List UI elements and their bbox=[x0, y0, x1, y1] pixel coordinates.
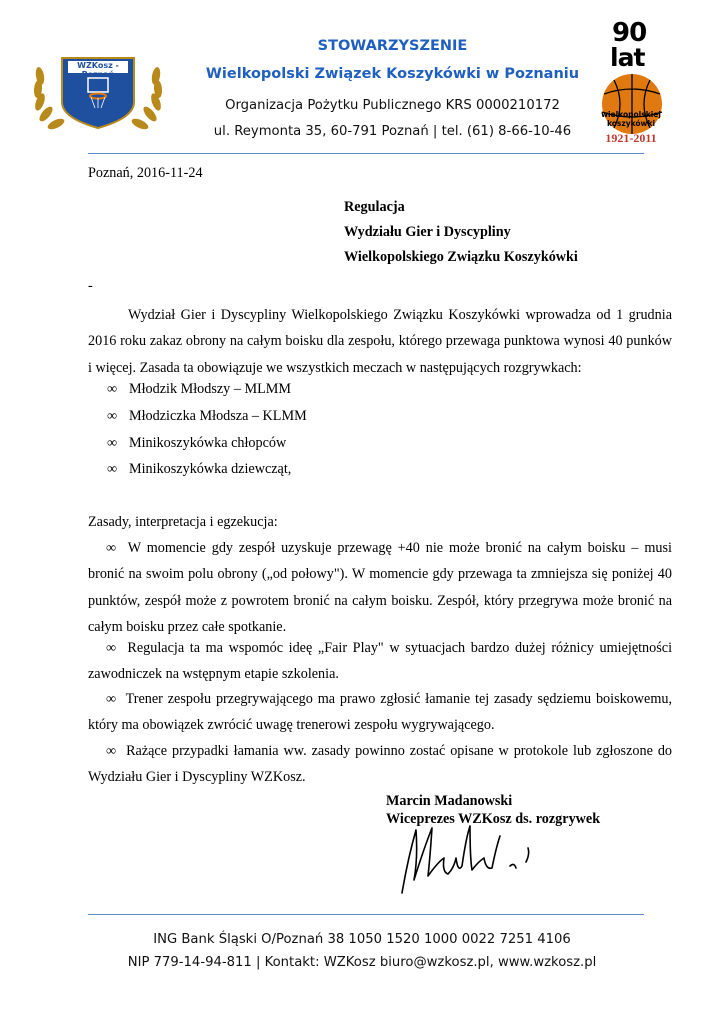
logo-wzkosz-label: WZKosz - Poznań bbox=[77, 61, 119, 79]
infinity-bullet-icon: ∞ bbox=[106, 743, 117, 759]
rule-paragraph bbox=[88, 635, 672, 688]
handwritten-signature bbox=[392, 818, 562, 898]
rules-heading: Zasady, interpretacja i egzekucja: bbox=[88, 514, 278, 530]
infinity-bullet-icon: ∞ bbox=[107, 435, 118, 451]
logo-90-years: 1921-2011 bbox=[605, 131, 657, 145]
competition-item bbox=[107, 381, 291, 398]
logo-90-word: lat bbox=[610, 43, 645, 72]
footer-contact: NIP 779-14-94-811 | Kontakt: WZKosz biuro@wzkosz.pl, www.wzkosz.pl bbox=[127, 955, 597, 970]
competition-label: Minikoszykówka dziewcząt, bbox=[129, 461, 292, 477]
infinity-bullet-icon: ∞ bbox=[107, 381, 118, 397]
rule-text: W momencie gdy zespół uzyskuje przewagę +40 nie może bronić na całym boisku – musi bronić na swoim polu obrony („od połowy"). W momencie gdy przewaga ta zmniejsza się poniżej 40 punktów, zespół może z powrotem bronić na całym boisku. Zespół, który przegrywa może bronić na całym boisku przez całe spotkanie. bbox=[88, 540, 672, 636]
logo-90-caption2: koszykówki bbox=[606, 119, 656, 128]
title-line-3: Wielkopolskiego Związku Koszykówki bbox=[344, 249, 578, 265]
rule-text: Regulacja ta ma wspomóc ideę „Fair Play" w sytuacjach bardzo dużej różnicy umiejętności zawodniczek na wstępnym etapie szkolenia. bbox=[88, 640, 673, 683]
place-date: Poznań, 2016-11-24 bbox=[88, 165, 203, 181]
header-divider bbox=[88, 153, 644, 154]
infinity-bullet-icon: ∞ bbox=[106, 640, 117, 656]
logo-90-number: 90 bbox=[612, 18, 647, 48]
title-line-2: Wydziału Gier i Dyscypliny bbox=[344, 224, 511, 240]
footer-divider bbox=[88, 914, 644, 915]
logo-90-caption1: wielkopolskiej bbox=[601, 110, 661, 119]
competition-item bbox=[107, 435, 286, 452]
header-name: Wielkopolski Związek Koszykówki w Poznaniu bbox=[205, 66, 580, 82]
infinity-bullet-icon: ∞ bbox=[106, 691, 117, 707]
rule-paragraph bbox=[88, 738, 672, 791]
competition-label: Młodziczka Młodsza – KLMM bbox=[129, 408, 307, 424]
competition-label: Młodzik Młodszy – MLMM bbox=[129, 381, 291, 397]
rule-paragraph bbox=[88, 535, 672, 641]
signatory-name: Marcin Madanowski bbox=[386, 793, 513, 809]
competition-label: Minikoszykówka chłopców bbox=[129, 435, 287, 451]
infinity-bullet-icon: ∞ bbox=[106, 540, 117, 556]
rule-paragraph bbox=[88, 686, 672, 739]
title-line-1: Regulacja bbox=[344, 199, 405, 215]
dash: - bbox=[88, 278, 93, 294]
infinity-bullet-icon: ∞ bbox=[107, 461, 118, 477]
header-address: ul. Reymonta 35, 60-791 Poznań | tel. (61) 8-66-10-46 bbox=[213, 124, 572, 139]
competition-item bbox=[107, 461, 291, 478]
header-association: STOWARZYSZENIE bbox=[317, 38, 468, 54]
rule-text: Rażące przypadki łamania ww. zasady powinno zostać opisane w protokole lub zgłoszone do Wydziału Gier i Dyscypliny WZKosz. bbox=[88, 743, 673, 786]
logo-wzkosz bbox=[28, 44, 168, 134]
infinity-bullet-icon: ∞ bbox=[107, 408, 118, 424]
footer-bank: ING Bank Śląski O/Poznań 38 1050 1520 1000 0022 7251 4106 bbox=[153, 932, 571, 947]
competition-item bbox=[107, 408, 307, 425]
signatory-role: Wiceprezes WZKosz ds. rozgrywek bbox=[386, 811, 601, 827]
header-krs: Organizacja Pożytku Publicznego KRS 0000210172 bbox=[225, 98, 560, 113]
intro-paragraph: Wydział Gier i Dyscypliny Wielkopolskiego Związku Koszykówki wprowadza od 1 grudnia 2016 roku zakaz obrony na całym boisku dla zespołu, którego przewaga punktowa wynosi 40 punków i więcej. Zasada ta obowiązuje we wszystkich meczach w następujących rozgrywkach: bbox=[88, 307, 672, 376]
rule-text: Trener zespołu przegrywającego ma prawo zgłosić łamanie tej zasady sędziemu boiskowemu, który ma obowiązek zwrócić uwagę trenerowi zespołu wygrywającego. bbox=[88, 691, 672, 734]
